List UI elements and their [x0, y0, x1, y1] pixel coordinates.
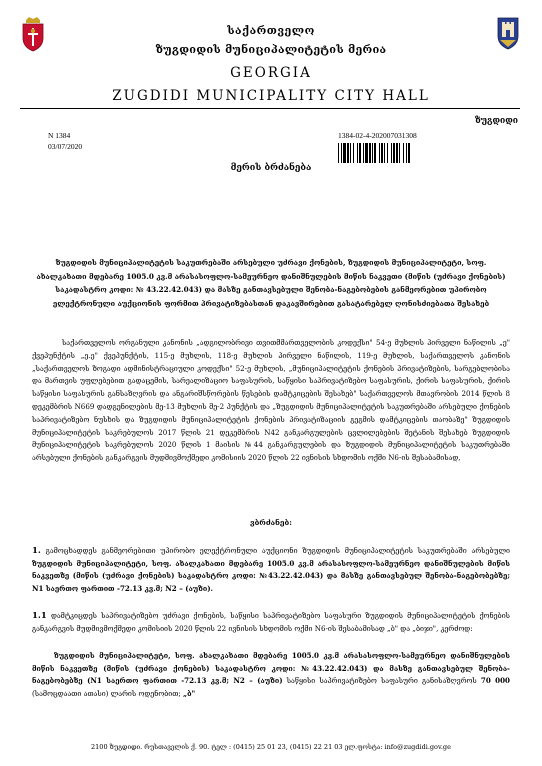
document-number: N 1384 [48, 131, 71, 140]
item-number: 1. [32, 546, 41, 556]
order-heading: ვბრძანებ: [250, 518, 292, 527]
header-country-en: GEORGIA [230, 65, 312, 81]
header-divider [20, 108, 520, 109]
order-item-1 [32, 545, 510, 595]
item-bold-text: ზუგდიდის მუნიციპალიტეტი, სოფ. ახალკახათი მდებარე 1005.0 კვ.მ არასასოფლო-სამეურნეო დანიშნულების მიწის ნაკვეთზე (მიწის (უძრავი ქონების) საკადასტრო კოდი: №43.22.42.043) და მასზე განთავსებულ შენობა-ნაგებობებზე (N1 საერთო ფართით -72.13 კვ.მ; N2 – (აუზი) [32, 651, 510, 685]
document-code: 1384-02-4-202007031308 [338, 131, 417, 140]
item-bold-text: „ბ" [183, 688, 196, 698]
document-date: 03/07/2020 [48, 142, 83, 151]
order-subject: ზუგდიდის მუნიციპალიტეტის საკუთრებაში არსებული უძრავი ქონების, ზუგდიდის მუნიციპალიტეტი, სოფ. ახალკახათი მდებარე 1005.0 კვ.მ არასასოფლო-სამეურნეო დანიშნულების მიწის ნაკვეთი (მიწის (უძრავი ქონების) საკადასტრო კოდი: № 43.22.42.043) და მასზე განთავსებული შენობა-ნაგებობების განმეორებით უპირობო ელექტრონული აუქციონის ფორმით პრივატიზებასთან დაკავშირებით გასატარებელ ღონისძიებათა შესახებ [36, 258, 506, 308]
item-text: გამოცხადდეს განმეორებითი უპირობო ელექტრონული აუქციონი ზუგდიდის მუნიციპალიტეტის საკუთრებაში არსებული [45, 546, 511, 555]
order-title: მერის ბრძანება [230, 163, 312, 173]
legal-basis-paragraph: საქართველოს ორგანული კანონის „ადგილობრივი თვითმმართველობის კოდექსი" 54-ე მუხლის პირველი ნაწილის „ე" ქვეპუნქტის „ე.ე" ქვეპუნქტის, 115-ე მუხლის, 118-ე მუხლის პირველი ნაწილის, 119-ე მუხლის, საქართველოს კანონის „საქართველოს ზოგადი ადმინისტრაციული კოდექსი" 52-ე მუხლის, „მუნიციპალიტეტის ქონების პრივატიზების, სარგებლობისა და მართვის უფლებებით გადაცემის, სარეალიზაციო საფასურის, საწყისი საპრივატიზებო საფასურის, ქირის საფასურის, ქირის საწყისი საფასურის განსაზღვრის და ანგარიშსწორების წესების დამტკიცების შესახებ" საქართველოს მთავრობის 2014 წლის 8 დეკემბრის N669 დადგენილების მე-13 მუხლის მე-2 პუნქტის და „ზუგდიდის მუნიციპალიტეტის საკუთრებაში არსებული ქონების საპრივატიზებო ნუსხის და ზუგდიდის მუნიციპალიტეტის ქონების პრივატიზაციის გეგმის დამტკიცების თაობაზე" ზუგდიდის მუნიციპალიტეტის საკრებულოს 2017 წლის 21 დეკემბრის N42 განკარგულების ცვლილებების შეტანის შესახებ ზუგდიდის მუნიციპალიტეტის საკრებულოს 2020 წლის 1 მაისის №44 განკარგულების და ზუგდიდის მუნიციპალიტეტის საკუთრებაში არსებული ქონების განკარგვის მუდმივმოქმედი კომისიის 2020 წლის 22 ივნისის სხდომის ოქმი N6-ის შესაბამისად, [32, 338, 510, 463]
item-text: საწყისი საპრივატიზებო საფასური განისაზღვროს [282, 676, 481, 685]
item-text: დამტკიცდეს საპრივატიზებო უძრავი ქონების, საწყისი საპრივატიზებო საფასური ზუგდიდის მუნიციპალიტეტის ქონების განკარგვის მუდმივმოქმედი კომისიის 2020 წლის 22 ივნისის სხდომის ოქმი N6-ის შესაბამისად „ბ" და „ბიჯი", კერძოდ: [32, 611, 510, 633]
footer-contacts: 2100 ზუგდიდი. რუსთაველის ქ. 90. ტელ : (0415) 25 01 23, (0415) 22 21 03 ელ.ფოსტა: info@zugdidi.gov.ge [91, 743, 451, 751]
price-amount: 70 000 [480, 676, 510, 685]
order-item-1-1 [32, 610, 510, 635]
barcode [338, 143, 466, 163]
item-bold-text: ზუგდიდის მუნიციპალიტეტი, სოფ. ახალკახათი მდებარე 1005.0 კვ.მ არასასოფლო-სამეურნეო დანიშნულების მიწის ნაკვეთზე (მიწის (უძრავი ქონების) საკადასტრო კოდი: №43.22.42.043) და მასზე განთავსებულ შენობა-ნაგებობებზე; N1 საერთო ფართით -72.13 კვ.მ; N2 – (აუზი). [32, 558, 510, 593]
header-country-ka: საქართველო [227, 24, 315, 37]
order-item-1-1-detail [32, 650, 510, 700]
header-cityhall-ka: ზუგდიდის მუნიციპალიტეტის მერია [155, 43, 387, 56]
header-cityhall-en: ZUGDIDI MUNICIPALITY CITY HALL [112, 88, 430, 104]
item-text: (სამოცდაათი ათასი) ლარის ოდენობით; [32, 688, 183, 698]
issue-city: ზუგდიდი [474, 116, 518, 126]
item-number: 1.1 [32, 611, 47, 621]
